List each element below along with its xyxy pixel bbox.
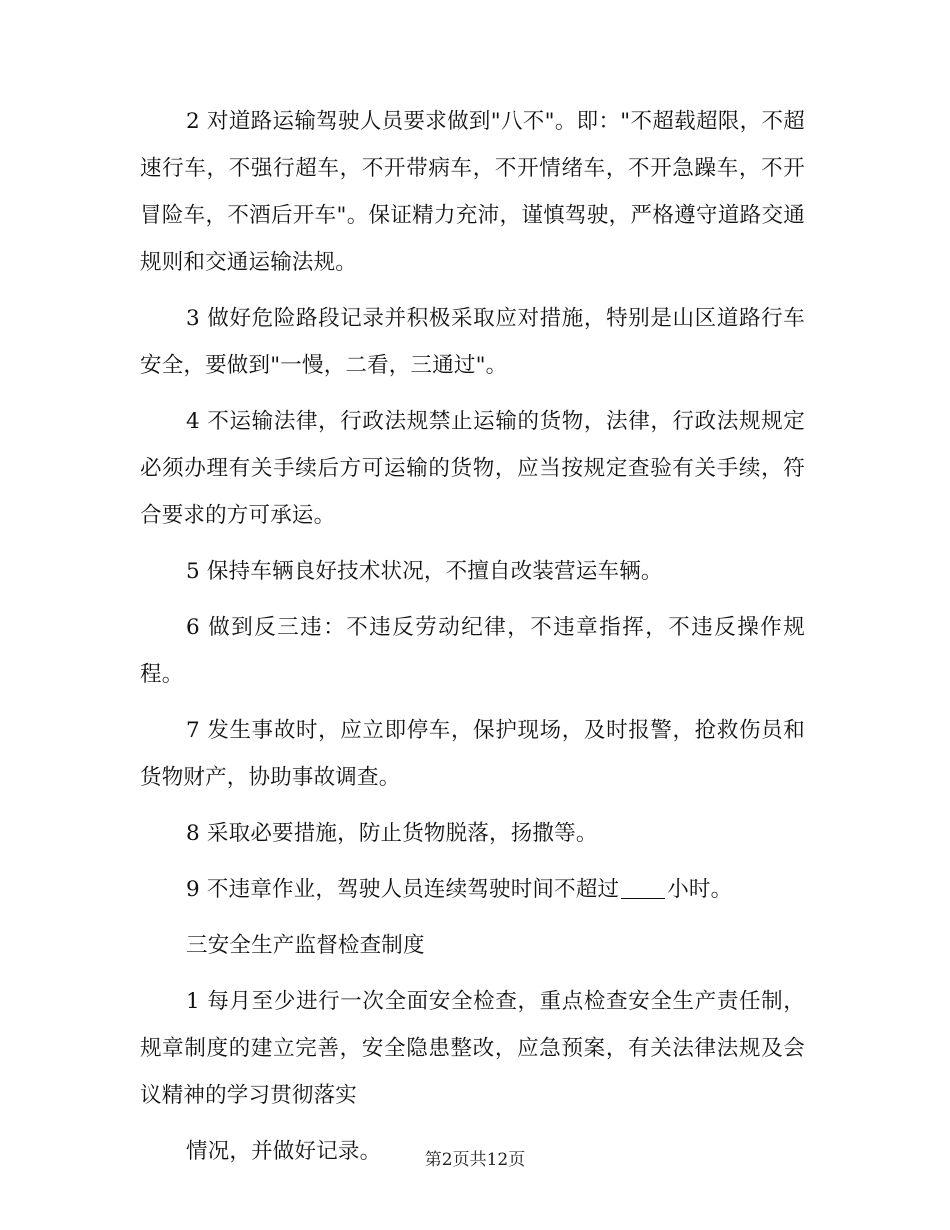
document-body bbox=[140, 98, 805, 1184]
page-number-footer: 第2页共12页 bbox=[424, 1150, 526, 1170]
driving-hours-text-after: 小时。 bbox=[667, 877, 733, 902]
paragraph-driving-hours bbox=[140, 866, 805, 913]
paragraph-dangerous-road-sections: 3 做好危险路段记录并积极采取应对措施，特别是山区道路行车安全，要做到"一慢，二看，三通过"。 bbox=[140, 306, 805, 378]
fill-in-blank-line bbox=[621, 874, 665, 899]
driving-hours-text-before: 9 不违章作业，驾驶人员连续驾驶时间不超过 bbox=[186, 877, 620, 902]
paragraph-monthly-inspection: 1 每月至少进行一次全面安全检查，重点检查安全生产责任制，规章制度的建立完善，安全隐患整改，应急预案，有关法律法规及会议精神的学习贯彻落实 bbox=[140, 989, 805, 1108]
paragraph-vehicle-condition: 5 保持车辆良好技术状况，不擅自改装营运车辆。 bbox=[186, 559, 663, 584]
paragraph-inspection-record: 情况，并做好记录。 bbox=[186, 1139, 382, 1164]
paragraph-anti-three-violations: 6 做到反三违：不违反劳动纪律，不违章指挥，不违反操作规程。 bbox=[140, 615, 805, 687]
paragraph-driver-eight-nots: 2 对道路运输驾驶人员要求做到"八不"。即："不超载超限，不超速行车，不强行超车，不开带病车，不开情绪车，不开急躁车，不开冒险车，不酒后开车"。保证精力充沛，谨慎驾驶，严格遵守道路交通规则和交通运输法规。 bbox=[140, 109, 805, 275]
paragraph-prohibited-goods: 4 不运输法律，行政法规禁止运输的货物，法律，行政法规规定必须办理有关手续后方可运输的货物，应当按规定查验有关手续，符合要求的方可承运。 bbox=[140, 409, 805, 528]
paragraph-cargo-securing: 8 采取必要措施，防止货物脱落，扬撒等。 bbox=[186, 821, 598, 846]
paragraph-accident-handling: 7 发生事故时，应立即停车，保护现场，及时报警，抢救伤员和货物财产，协助事故调查。 bbox=[140, 718, 805, 790]
section-heading: 三安全生产监督检查制度 bbox=[186, 933, 425, 958]
